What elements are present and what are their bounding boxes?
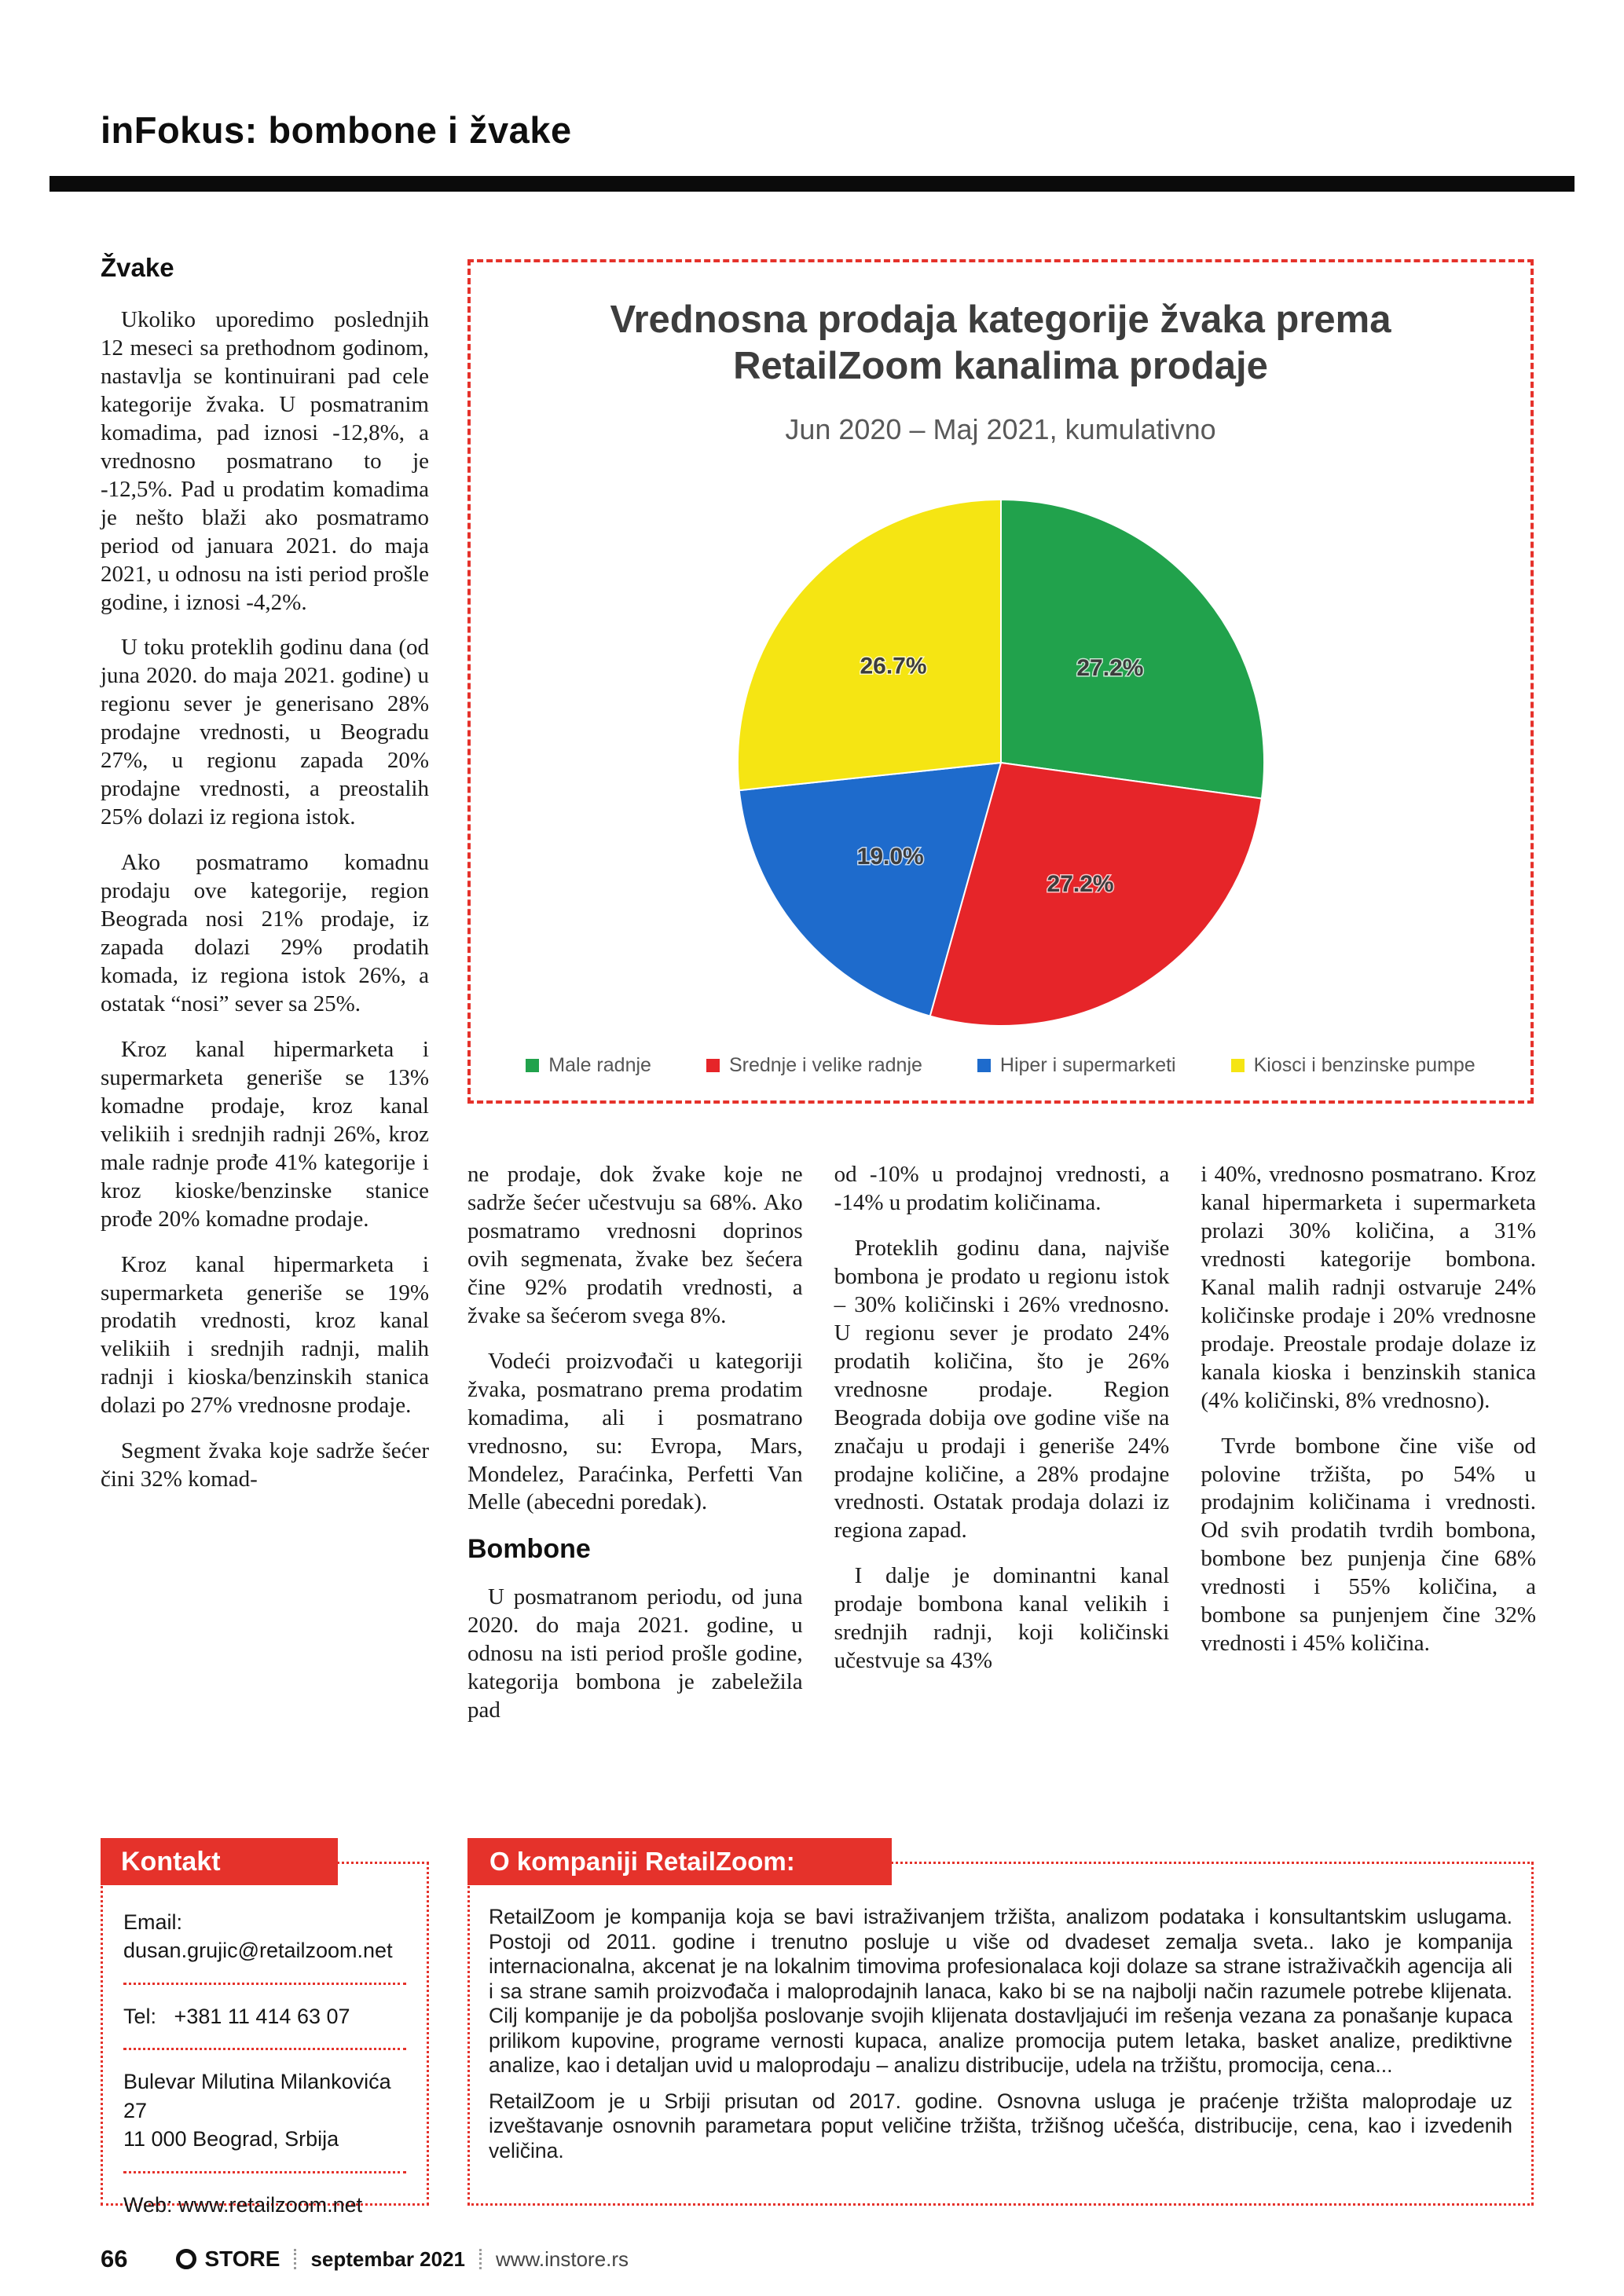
chart-legend — [471, 1054, 1531, 1077]
footer-divider — [294, 2249, 296, 2269]
magazine-name: STORE — [204, 2247, 280, 2271]
paragraph: U toku proteklih godinu dana (od juna 2020. do maja 2021. godine) u regionu sever je generisano 28% prodajne vrednosti, u Beogradu 27%, u regionu zapada 20% prodajne vrednosti, a preostalih 25% dolazi iz regiona istok. — [101, 635, 429, 830]
paragraph: Segment žvaka koje sadrže šećer čini 32% komad- — [101, 1438, 429, 1492]
legend-label: Kiosci i benzinske pumpe — [1253, 1054, 1476, 1076]
article-column-4 — [1201, 1161, 1536, 1742]
legend-label: Srednje i velike radnje — [728, 1054, 922, 1076]
address-line-2: 11 000 Beograd, Srbija — [123, 2127, 339, 2151]
pie-value-label: 27.2% — [1047, 871, 1114, 898]
paragraph: I dalje je dominantni kanal prodaje bombona kanal velikih i srednjih radnji, koji količinski učestvuje sa 43% — [834, 1563, 1170, 1674]
legend-label: Hiper i supermarketi — [999, 1054, 1176, 1076]
paragraph: Kroz kanal hipermarketa i supermarketa generiše se 13% komadne prodaje, kroz kanal velikiih i srednjih radnji 26%, kroz male radnje prođe 41% kategorije i kroz kioske/benzinske stanice prođe 20% komadne prodaje. — [101, 1036, 429, 1232]
footer — [101, 2245, 629, 2273]
legend-swatch-icon — [706, 1059, 720, 1072]
company-paragraph: RetailZoom je kompanija koja se bavi istraživanjem tržišta, analizom podataka i konsultantskim uslugama. Postoji od 2011. godine i trenutno posluje u više od dvadeset zemalja sveta.. Iako je kompanija internacionalna, akcenat je na lokalnim timovima profesionalaca koji dolaze sa strane istraživačkih agencija ali i sa strane samih proizvođača i maloprodajnih lanaca, kako bi se na najbolji način razumele potrebe klijenata. Cilj kompanije je da poboljša poslovanje svojih klijenata dostavljajući im rešenja vezana za ponašanje kupaca prilikom kupovine, programe vernosti kupaca, analize promocija putem letaka, basket analize, prediktivne analize, kao i detaljan uvid u maloprodaju – analizu distribucije, udela na tržištu, promocija, cena... — [489, 1905, 1512, 2078]
tel-line — [123, 2002, 406, 2031]
section-heading-bombone: Bombone — [467, 1534, 591, 1565]
paragraph: Vodeći proizvođači u kategoriji žvaka, posmatrano prema prodatim komadima, ali i posmatrano vrednosno, su: Evropa, Mars, Mondelez, Paraćinka, Perfetti Van Melle (abecedni poredak). — [467, 1348, 803, 1515]
article-column-2 — [467, 1161, 803, 1742]
legend-swatch-icon — [526, 1059, 539, 1072]
paragraph: Proteklih godinu dana, najviše bombona je prodato u regionu istok – 30% količinski i 26% vrednosno. U regionu sever je prodato 24% prodatih količina, što je 26% vrednosne prodaje. Region Beograda dobija ove godine više na značaju u prodaji i generiše 24% prodajne količine, a 28% prodajne vrednosti. Ostatak prodaja dolazi iz regiona zapad. — [834, 1235, 1170, 1543]
company-paragraph: RetailZoom je u Srbiji prisutan od 2017. godine. Osnovna usluga je praćenje tržišta maloprodaje uz izveštavanje osnovnih parametara poput veličine tržišta, tržišnog učešća, distribucije, cena, kao i izvedenih veličina. — [489, 2089, 1512, 2162]
legend-label: Male radnje — [548, 1054, 651, 1076]
contact-divider — [123, 2171, 406, 2173]
issue-date: septembar 2021 — [310, 2247, 465, 2271]
section-heading-zvake: Žvake — [101, 253, 174, 282]
email-value[interactable]: dusan.grujic@retailzoom.net — [123, 1939, 393, 1963]
email-label: Email: — [123, 1910, 183, 1934]
company-heading-band: O kompaniji RetailZoom: — [467, 1838, 892, 1885]
legend-item — [706, 1054, 922, 1077]
chart-subtitle: Jun 2020 – Maj 2021, kumulativno — [785, 412, 1216, 445]
paragraph: U posmatranom periodu, od juna 2020. do maja 2021. godine, u odnosu na isti period prošle godine, kategorija bombona je zabeležila pad — [467, 1584, 803, 1723]
pie-slice-4 — [737, 500, 1000, 790]
web-label: Web: — [123, 2192, 173, 2217]
pie-chart-wrap — [730, 492, 1272, 1038]
paragraph: Ukoliko uporedimo poslednjih 12 meseci sa prethodnom godinom, nastavlja se kontinuirani pad cele kategorije žvaka. U posmatranim komadima, pad iznosi -12,8%, a vrednosno posmatrano to je -12,5%. Pad u prodatim komadima je nešto blaži ako posmatramo period od januara 2021. do maja 2021, u odnosu na isti period prošle godine, i iznosi -4,2%. — [101, 307, 429, 615]
paragraph: Tvrde bombone čine više od polovine tržišta, po 54% u prodajnim količinama i vrednosti. Od svih prodatih tvrdih bombona, bombone bez punjenja čine 68% vrednosti i 55% količina, a bombone sa punjenjem čine 32% vrednosti i 45% količina. — [1201, 1433, 1537, 1657]
contact-divider — [123, 1983, 406, 1985]
store-logo-icon — [176, 2249, 196, 2269]
paragraph: od -10% u prodajnoj vrednosti, a -14% u prodatim količinama. — [834, 1162, 1170, 1215]
article-lower-columns — [467, 1161, 1536, 1742]
contact-heading-band: Kontakt — [101, 1838, 338, 1885]
company-panel — [467, 1862, 1534, 2206]
address-line-1: Bulevar Milutina Milankovića 27 — [123, 2070, 391, 2122]
page-title: inFokus: bombone i žvake — [101, 109, 572, 151]
pie-value-label: 27.2% — [1076, 654, 1143, 681]
contact-divider — [123, 2048, 406, 2050]
page-number: 66 — [101, 2245, 128, 2272]
legend-swatch-icon — [1231, 1059, 1245, 1072]
pie-chart — [730, 492, 1272, 1034]
pie-slice-1 — [1001, 500, 1264, 799]
legend-item — [526, 1054, 651, 1077]
paragraph: Kroz kanal hipermarketa i supermarketa generiše se 19% prodatih vrednosti, kroz kanal velikiih i srednjih radnji, malih radnji i kioska/benzinskih stanica dolazi po 27% vrednosne prodaje. — [101, 1251, 429, 1419]
chart-title: Vrednosna prodaja kategorije žvaka prema RetailZoom kanalima prodaje — [610, 298, 1391, 387]
tel-label: Tel: — [123, 2004, 157, 2028]
article-column-3 — [834, 1161, 1170, 1742]
website-link[interactable]: www.instore.rs — [496, 2247, 629, 2271]
tel-value: +381 11 414 63 07 — [174, 2004, 350, 2028]
article-column-1 — [101, 253, 429, 1511]
legend-item — [977, 1054, 1176, 1077]
chart-panel — [467, 259, 1534, 1104]
pie-value-label: 19.0% — [856, 843, 924, 870]
legend-swatch-icon — [977, 1059, 991, 1072]
footer-divider — [479, 2249, 482, 2269]
header-rule — [49, 176, 1575, 192]
web-line — [123, 2191, 406, 2219]
legend-item — [1231, 1054, 1476, 1077]
contact-panel — [101, 1862, 429, 2217]
paragraph: Ako posmatramo komadnu prodaju ove kategorije, region Beograda nosi 21% prodaje, iz zapada dolazi 29% prodatih komada, iz regiona istok 26%, a ostatak “nosi” sever sa 25%. — [101, 850, 429, 1016]
paragraph: i 40%, vrednosno posmatrano. Kroz kanal hipermarketa i supermarketa prolazi 30% količina, a 31% vrednosti kategorije bombona. Kanal malih radnji ostvaruje 24% količinske prodaje i 20% vrednosne prodaje. Preostale prodaje dolaze iz kanala kioska i benzinskih stanica (4% količinski, 8% vrednosno). — [1201, 1162, 1537, 1413]
pie-value-label: 26.7% — [859, 653, 927, 679]
web-value[interactable]: www.retailzoom.net — [178, 2192, 363, 2217]
paragraph: ne prodaje, dok žvake koje ne sadrže šećer učestvuju sa 68%. Ako posmatramo vrednosni doprinos ovih segmenata, žvake bez šećera čine 92% prodatih vrednosti, a žvake sa šećerom svega 8%. — [467, 1162, 803, 1328]
